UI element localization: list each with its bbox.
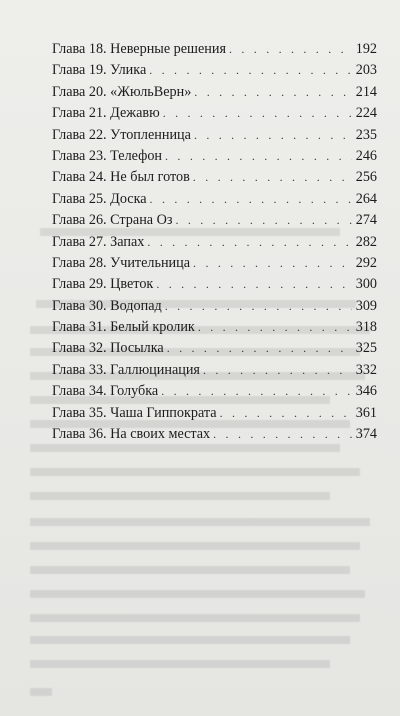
chapter-title: Глава 22. Утопленница <box>52 126 191 143</box>
dot-leader <box>147 232 352 253</box>
toc-entry[interactable] <box>52 39 377 60</box>
dot-leader <box>150 189 352 210</box>
page-number: 300 <box>355 276 377 293</box>
toc-entry[interactable] <box>52 189 377 210</box>
page-number: 214 <box>355 83 377 100</box>
toc-entry[interactable] <box>52 167 377 188</box>
dot-leader <box>193 167 352 188</box>
dot-leader <box>165 146 352 167</box>
toc-entry[interactable] <box>52 274 377 295</box>
dot-leader <box>194 82 352 103</box>
toc-entry[interactable] <box>52 146 377 167</box>
chapter-title: Глава 34. Голубка <box>52 383 159 400</box>
chapter-title: Глава 27. Запах <box>52 233 145 250</box>
dot-leader <box>194 125 352 146</box>
page-number: 361 <box>355 404 377 421</box>
chapter-title: Глава 24. Не был готов <box>52 169 190 186</box>
table-of-contents <box>52 39 377 445</box>
toc-entry[interactable] <box>52 103 377 124</box>
page-number: 224 <box>355 105 377 122</box>
page-number: 264 <box>355 190 377 207</box>
chapter-title: Глава 36. На своих местах <box>52 426 211 443</box>
page-number: 309 <box>355 297 377 314</box>
dot-leader <box>203 360 352 381</box>
page-number: 203 <box>355 62 377 79</box>
page-number: 256 <box>355 169 377 186</box>
dot-leader <box>220 403 352 424</box>
toc-entry[interactable] <box>52 317 377 338</box>
page-number: 318 <box>355 319 377 336</box>
page-number: 292 <box>355 254 377 271</box>
page-number: 282 <box>355 233 377 250</box>
chapter-title: Глава 28. Учительница <box>52 254 191 271</box>
dot-leader <box>165 296 352 317</box>
dot-leader <box>213 424 352 445</box>
chapter-title: Глава 20. «ЖюльВерн» <box>52 83 192 100</box>
dot-leader <box>161 381 352 402</box>
page-number: 325 <box>355 340 377 357</box>
dot-leader <box>175 210 352 231</box>
chapter-title: Глава 21. Дежавю <box>52 105 160 122</box>
dot-leader <box>163 103 352 124</box>
chapter-title: Глава 35. Чаша Гиппократа <box>52 404 217 421</box>
toc-entry[interactable] <box>52 232 377 253</box>
page-number: 374 <box>355 426 377 443</box>
toc-entry[interactable] <box>52 424 377 445</box>
page-number: 274 <box>355 212 377 229</box>
dot-leader <box>167 338 352 359</box>
toc-entry[interactable] <box>52 338 377 359</box>
dot-leader <box>156 274 352 295</box>
toc-entry[interactable] <box>52 381 377 402</box>
dot-leader <box>198 317 352 338</box>
chapter-title: Глава 29. Цветок <box>52 276 154 293</box>
toc-entry[interactable] <box>52 125 377 146</box>
toc-entry[interactable] <box>52 296 377 317</box>
chapter-title: Глава 32. Посылка <box>52 340 164 357</box>
toc-entry[interactable] <box>52 403 377 424</box>
toc-entry[interactable] <box>52 60 377 81</box>
chapter-title: Глава 30. Водопад <box>52 297 162 314</box>
dot-leader <box>149 60 352 81</box>
toc-entry[interactable] <box>52 360 377 381</box>
chapter-title: Глава 31. Белый кролик <box>52 319 195 336</box>
dot-leader <box>193 253 352 274</box>
chapter-title: Глава 18. Неверные решения <box>52 41 226 57</box>
chapter-title: Глава 26. Страна Оз <box>52 212 173 229</box>
chapter-title: Глава 19. Улика <box>52 62 147 79</box>
toc-entry[interactable] <box>52 210 377 231</box>
dot-leader <box>229 39 352 60</box>
page-number: 246 <box>355 147 377 164</box>
page-number: 332 <box>355 361 377 378</box>
page-number: 235 <box>355 126 377 143</box>
page-number: 192 <box>355 41 377 57</box>
chapter-title: Глава 25. Доска <box>52 190 147 207</box>
page-number: 346 <box>355 383 377 400</box>
toc-entry[interactable] <box>52 82 377 103</box>
toc-entry[interactable] <box>52 253 377 274</box>
chapter-title: Глава 23. Телефон <box>52 147 163 164</box>
chapter-title: Глава 33. Галлюцинация <box>52 361 200 378</box>
